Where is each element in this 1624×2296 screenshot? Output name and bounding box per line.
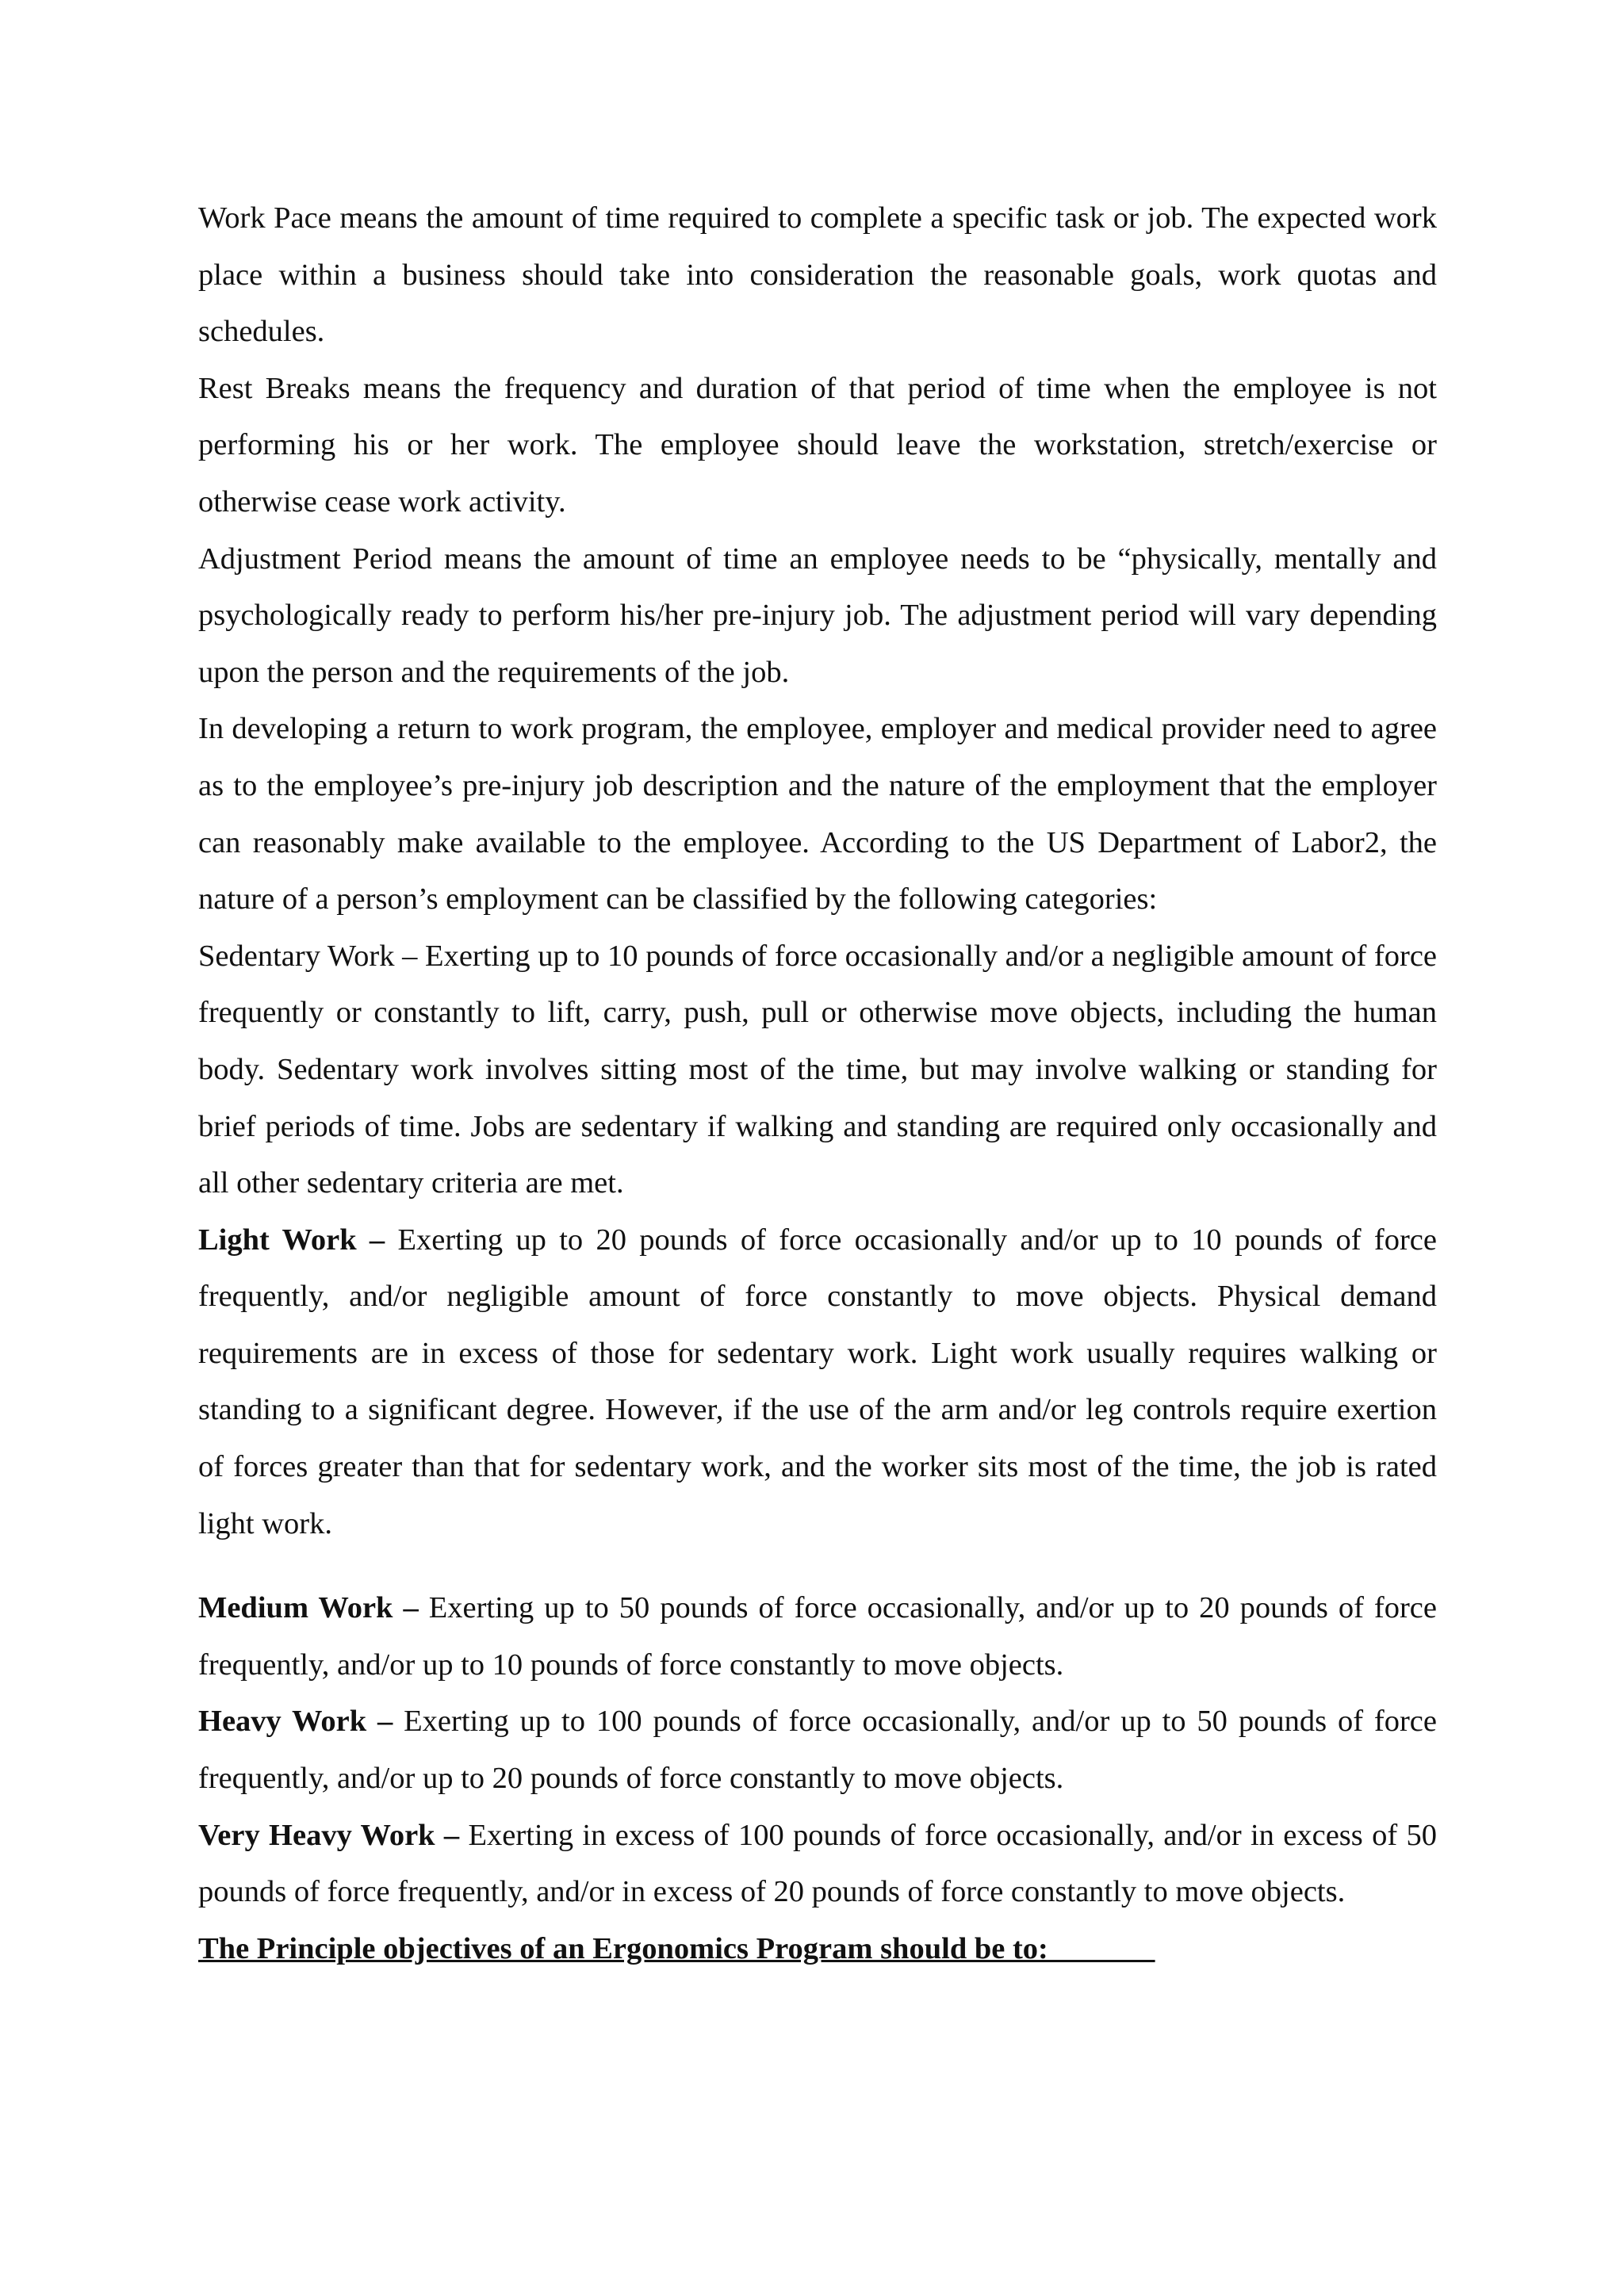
paragraph-adjustment-period xyxy=(198,531,1437,702)
paragraph-heavy-work xyxy=(198,1693,1437,1807)
paragraph-text: Adjustment Period means the amount of time an employee needs to be “physically, mentally and psychologically ready to perform his/her pre-injury job. The adjustment period will vary depending upon the person and the requirements of the job. xyxy=(198,541,1437,689)
paragraph-light-work xyxy=(198,1212,1437,1553)
paragraph-medium-work xyxy=(198,1580,1437,1693)
paragraph-text: Exerting up to 20 pounds of force occasionally and/or up to 10 pounds of force frequently, and/or negligible amount of force constantly to move objects. Physical demand requirements are in excess of those for sedentary work. Light work usually requires walking or standing to a significant degree. However, if the use of the arm and/or leg controls require exertion of forces greater than that for sedentary work, and the worker sits most of the time, the job is rated light work. xyxy=(198,1223,1437,1540)
paragraph-text: Sedentary Work – Exerting up to 10 pounds of force occasionally and/or a negligible amount of force frequently or constantly to lift, carry, push, pull or otherwise move objects, including the human body. Sedentary work involves sitting most of the time, but may involve walking or standing for brief periods of time. Jobs are sedentary if walking and standing are required only occasionally and all other sedentary criteria are met. xyxy=(198,939,1437,1200)
paragraph-work-pace xyxy=(198,190,1437,361)
paragraph-text: Exerting up to 100 pounds of force occasionally, and/or up to 50 pounds of force frequently, and/or up to 20 pounds of force constantly to move objects. xyxy=(198,1705,1437,1796)
term-light-work: Light Work – xyxy=(198,1223,385,1257)
section-heading-objectives: The Principle objectives of an Ergonomics Program should be to: xyxy=(198,1931,1155,1965)
paragraph-return-to-work xyxy=(198,701,1437,928)
paragraph-text: Work Pace means the amount of time required to complete a specific task or job. The expected work place within a business should take into consideration the reasonable goals, work quotas and schedules. xyxy=(198,201,1437,349)
term-heavy-work: Heavy Work – xyxy=(198,1705,393,1739)
term-very-heavy-work: Very Heavy Work – xyxy=(198,1818,460,1852)
paragraph-rest-breaks xyxy=(198,361,1437,531)
paragraph-sedentary-work xyxy=(198,928,1437,1212)
paragraph-text: Exerting in excess of 100 pounds of force occasionally, and/or in excess of 50 pounds of force frequently, and/or in excess of 20 pounds of force constantly to move objects. xyxy=(198,1818,1437,1909)
paragraph-text: Rest Breaks means the frequency and duration of that period of time when the employee is not performing his or her work. The employee should leave the workstation, stretch/exercise or otherwise cease work activity. xyxy=(198,371,1437,519)
document-page xyxy=(198,190,1437,1977)
paragraph-text: Exerting up to 50 pounds of force occasionally, and/or up to 20 pounds of force frequently, and/or up to 10 pounds of force constantly to move objects. xyxy=(198,1591,1437,1682)
paragraph-very-heavy-work xyxy=(198,1808,1437,1921)
paragraph-text: In developing a return to work program, the employee, employer and medical provider need to agree as to the employee’s pre-injury job description and the nature of the employment that the employer can reasonably make available to the employee. According to the US Department of Labor2, the nature of a person’s employment can be classified by the following categories: xyxy=(198,712,1437,916)
term-medium-work: Medium Work – xyxy=(198,1591,419,1625)
